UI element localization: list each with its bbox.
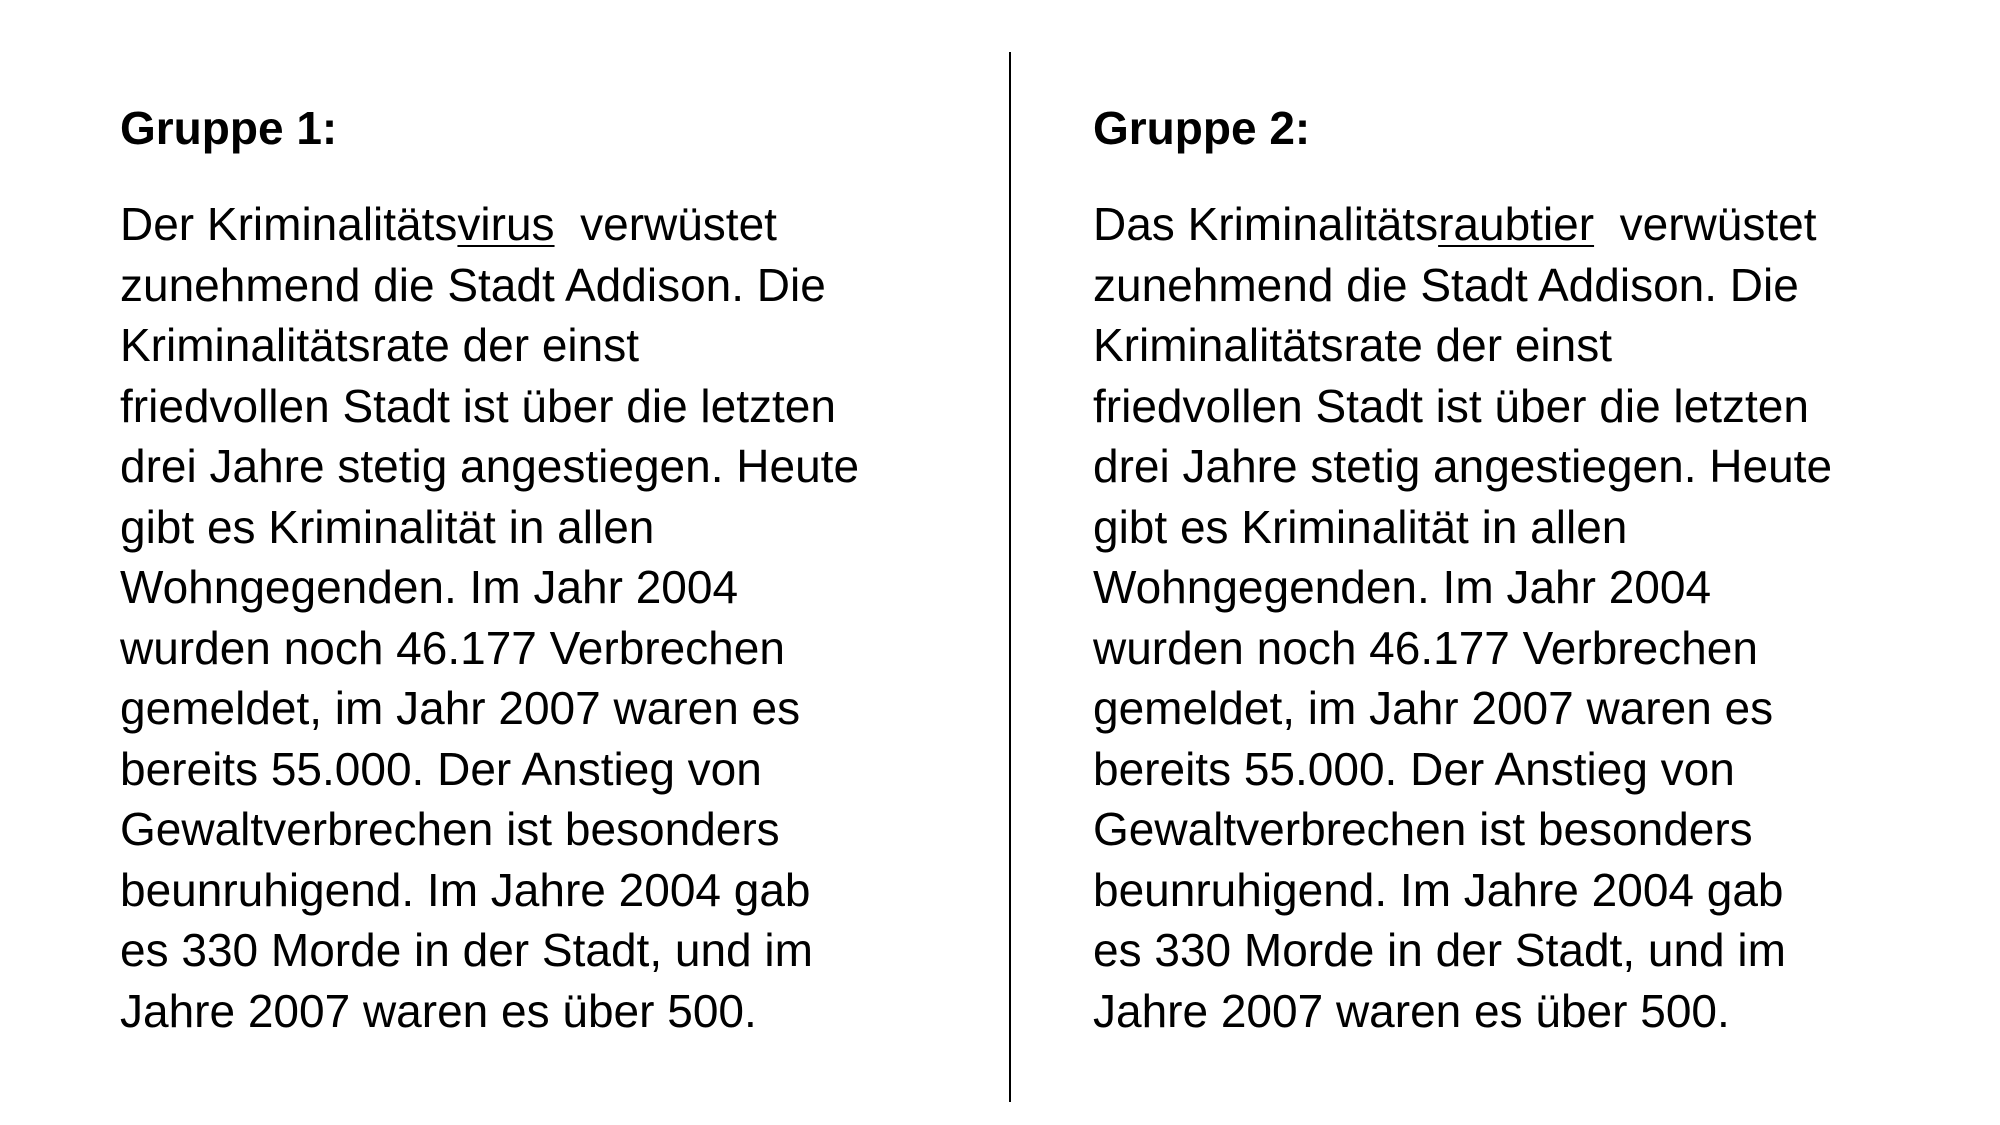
- group-2-line: gemeldet, im Jahr 2007 waren es: [1093, 682, 1774, 734]
- group-1-line: Wohngegenden. Im Jahr 2004: [120, 561, 739, 613]
- group-1-line: Jahre 2007 waren es über 500.: [120, 984, 757, 1037]
- group-1-line: wurden noch 46.177 Verbrechen: [120, 621, 785, 674]
- group-2-line: gibt es Kriminalität in allen: [1093, 500, 1628, 553]
- group-1-line: drei Jahre stetig angestiegen. Heute: [120, 440, 860, 492]
- group-2-line-1: [1093, 194, 1953, 255]
- group-1-line-1-suffix: verwüstet: [554, 198, 777, 250]
- group-2-line: zunehmend die Stadt Addison. Die: [1093, 258, 1799, 311]
- group-1-line: bereits 55.000. Der Anstieg von: [120, 742, 762, 795]
- group-2-line: friedvollen Stadt ist über die letzten: [1093, 379, 1809, 432]
- group-1-line: friedvollen Stadt ist über die letzten: [120, 379, 836, 432]
- group-2-line: Gewaltverbrechen ist besonders: [1093, 803, 1753, 855]
- group-1-line: gemeldet, im Jahr 2007 waren es: [120, 682, 801, 734]
- group-2-line: wurden noch 46.177 Verbrechen: [1093, 621, 1758, 674]
- group-1-line: zunehmend die Stadt Addison. Die: [120, 258, 826, 311]
- group-2-line: Wohngegenden. Im Jahr 2004: [1093, 561, 1712, 613]
- group-1-highlight-word: virus: [457, 198, 555, 250]
- group-2-line-1-suffix: verwüstet: [1594, 198, 1817, 250]
- group-1-line: Kriminalitätsrate der einst: [120, 319, 639, 371]
- group-2-line: es 330 Morde in der Stadt, und im: [1093, 924, 1786, 976]
- group-1-line: Gewaltverbrechen ist besonders: [120, 803, 780, 855]
- group-2-line: beunruhigend. Im Jahre 2004 gab: [1093, 863, 1784, 916]
- group-2-line: bereits 55.000. Der Anstieg von: [1093, 742, 1735, 795]
- group-1-line: es 330 Morde in der Stadt, und im: [120, 924, 813, 976]
- group-2-highlight-word: raubtier: [1438, 198, 1595, 250]
- group-2-title: Gruppe 2:: [1093, 102, 1311, 154]
- column-divider: [1009, 52, 1011, 1102]
- group-1-line: beunruhigend. Im Jahre 2004 gab: [120, 863, 811, 916]
- group-1-column: [120, 100, 980, 1041]
- group-2-line-1-prefix: Das Kriminalitäts: [1093, 198, 1439, 250]
- group-2-line: Jahre 2007 waren es über 500.: [1093, 984, 1730, 1037]
- group-1-line-1-prefix: Der Kriminalitäts: [120, 198, 458, 250]
- group-1-line: gibt es Kriminalität in allen: [120, 500, 655, 553]
- group-1-title: Gruppe 1:: [120, 102, 338, 154]
- group-1-line-1: [120, 194, 980, 255]
- group-2-line: drei Jahre stetig angestiegen. Heute: [1093, 440, 1833, 492]
- group-2-text: [1093, 194, 1953, 1041]
- group-1-text: [120, 194, 980, 1041]
- group-2-column: [1093, 100, 1953, 1041]
- group-2-line: Kriminalitätsrate der einst: [1093, 319, 1612, 371]
